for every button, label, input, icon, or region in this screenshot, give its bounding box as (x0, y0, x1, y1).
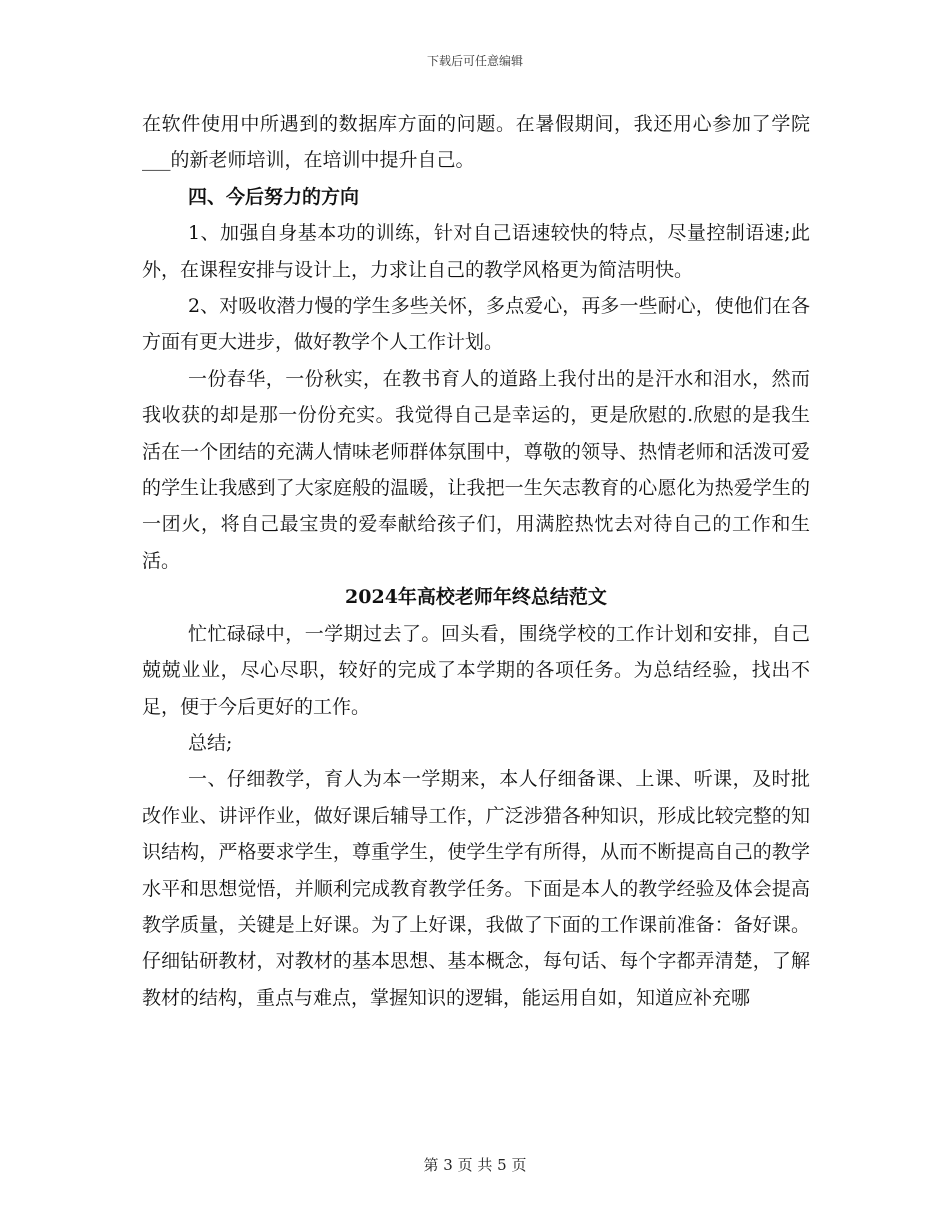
paragraph-closing: 一份春华，一份秋实，在教书育人的道路上我付出的是汗水和泪水，然而我收获的却是那一份份充实。我觉得自己是幸运的，更是欣慰的.欣慰的是我生活在一个团结的充满人情味老师群体氛围中，尊敬的领导、热情老师和活泼可爱的学生让我感到了大家庭般的温暖，让我把一生矢志教育的心愿化为热爱学生的一团火，将自己最宝贵的爱奉献给孩子们，用满腔热忱去对待自己的工作和生活。 (142, 367, 810, 572)
paragraph-item-2: 2、对吸收潜力慢的学生多些关怀，多点爱心，再多一些耐心，使他们在各方面有更大进步，做好教学个人工作计划。 (142, 295, 810, 354)
page-number: 第 3 页 共 5 页 (423, 1156, 527, 1174)
section-heading: 四、今后努力的方向 (188, 185, 360, 208)
document-body (142, 106, 810, 1016)
paragraph-intro: 忙忙碌碌中，一学期过去了。回头看，围绕学校的工作计划和安排，自己兢兢业业，尽心尽职，较好的完成了本学期的各项任务。为总结经验，找出不足，便于今后更好的工作。 (142, 622, 810, 718)
paragraph-item-1: 1、加强自身基本功的训练，针对自己语速较快的特点，尽量控制语速;此外，在课程安排与设计上，力求让自己的教学风格更为简洁明快。 (142, 222, 810, 281)
paragraph-teaching: 一、仔细教学，育人为本一学期来，本人仔细备课、上课、听课，及时批改作业、讲评作业，做好课后辅导工作，广泛涉猎各种知识，形成比较完整的知识结构，严格要求学生，尊重学生，使学生学有所得，从而不断提高自己的教学水平和思想觉悟，并顺利完成教育教学任务。下面是本人的教学经验及体会提高教学质量，关键是上好课。为了上好课，我做了下面的工作课前准备：备好课。仔细钻研教材，对教材的基本思想、基本概念，每句话、每个字都弄清楚，了解教材的结构，重点与难点，掌握知识的逻辑，能运用自如，知道应补充哪 (142, 768, 810, 1009)
page-header: 下载后可任意编辑 (426, 54, 523, 68)
paragraph-continuation: 在软件使用中所遇到的数据库方面的问题。在暑假期间，我还用心参加了学院___的新老师培训，在培训中提升自己。 (142, 113, 810, 172)
paragraph-summary-label: 总结; (188, 731, 233, 754)
article-title: 2024年高校老师年终总结范文 (345, 586, 607, 609)
